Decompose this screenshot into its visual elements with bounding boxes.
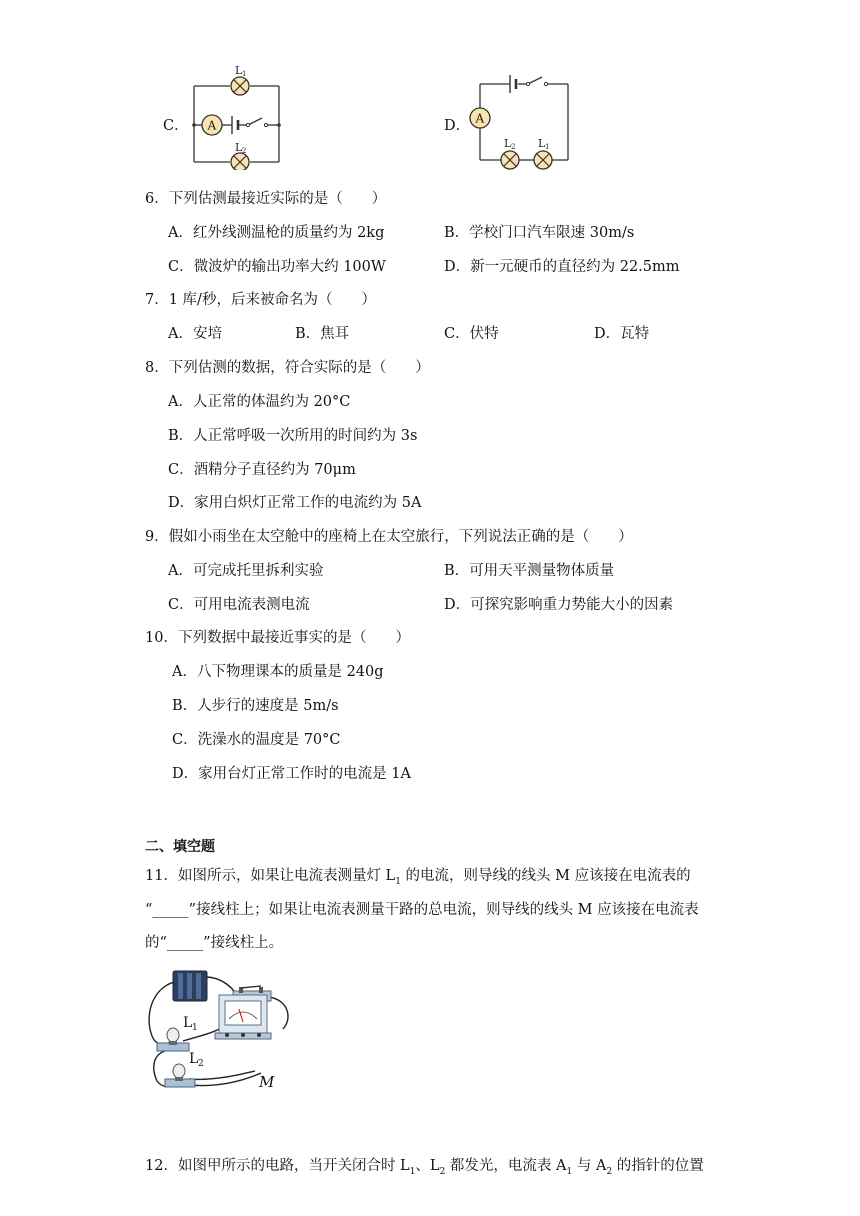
bulb-l2-icon xyxy=(165,1064,195,1087)
q10-option-b: B．人步行的速度是 5m/s xyxy=(172,698,339,714)
battery-icon xyxy=(232,116,238,134)
svg-text:1: 1 xyxy=(545,143,550,151)
lamp-l1-icon xyxy=(534,151,552,169)
svg-text:1: 1 xyxy=(192,1023,198,1033)
q9-option-c: C．可用电流表测电流 xyxy=(168,597,310,613)
svg-text:L: L xyxy=(235,141,243,154)
circuit-diagram-c xyxy=(188,62,288,170)
option-c-label: C． xyxy=(163,118,189,134)
q8-option-b: B．人正常呼吸一次所用的时间约为 3s xyxy=(168,428,418,444)
question-6-stem: 6．下列估测最接近实际的是（ ） xyxy=(145,191,387,207)
lamp-l1-icon xyxy=(231,77,249,95)
q7-option-d: D．瓦特 xyxy=(594,326,650,342)
svg-text:L: L xyxy=(189,1051,199,1067)
svg-text:1: 1 xyxy=(242,70,247,78)
ammeter-icon xyxy=(202,115,222,135)
bulb-l1-icon xyxy=(157,1028,189,1051)
q8-option-c: C．酒精分子直径约为 70μm xyxy=(168,462,356,478)
q10-option-d: D．家用台灯正常工作时的电流是 1A xyxy=(172,766,411,782)
svg-text:2: 2 xyxy=(198,1059,204,1069)
q9-option-d: D．可探究影响重力势能大小的因素 xyxy=(444,597,674,613)
q7-option-c: C．伏特 xyxy=(444,326,499,342)
section-heading-fill-blank: 二、填空题 xyxy=(145,839,215,855)
question-9-stem: 9．假如小雨坐在太空舱中的座椅上在太空旅行，下列说法正确的是（ ） xyxy=(145,529,633,545)
svg-text:L: L xyxy=(235,64,243,77)
q6-option-a: A．红外线测温枪的质量约为 2kg xyxy=(168,225,385,241)
question-11-line-1: 11．如图所示，如果让电流表测量灯 $L_1$ 的电流，则导线的线头 M 应该接在电流表的 xyxy=(145,868,691,887)
lamp-l2-icon xyxy=(501,151,519,169)
q7-option-b: B．焦耳 xyxy=(295,326,350,342)
option-d-label: D． xyxy=(444,118,471,134)
svg-text:L: L xyxy=(183,1015,193,1031)
q6-option-d: D．新一元硬币的直径约为 22.5mm xyxy=(444,259,680,275)
svg-text:A: A xyxy=(475,111,485,126)
question-12-line-1: 12．如图甲所示的电路，当开关闭合时 $L_1$、$L_2$ 都发光，电流表 $A_1$ 与 $A_2$ 的指针的位置 xyxy=(145,1158,704,1177)
q10-option-c: C．洗澡水的温度是 70°C xyxy=(172,732,341,748)
question-8-stem: 8．下列估测的数据，符合实际的是（ ） xyxy=(145,360,430,376)
svg-text:L: L xyxy=(538,137,546,150)
lamp-l2-icon xyxy=(231,153,249,170)
circuit-diagram-d xyxy=(466,66,576,170)
svg-text:L: L xyxy=(504,137,512,150)
q9-option-b: B．可用天平测量物体质量 xyxy=(444,563,615,579)
question-10-stem: 10．下列数据中最接近事实的是（ ） xyxy=(145,630,410,646)
svg-text:2: 2 xyxy=(242,147,247,155)
ammeter-device-icon xyxy=(215,995,271,1039)
q9-option-a: A．可完成托里拆利实验 xyxy=(168,563,324,579)
q7-option-a: A．安培 xyxy=(168,326,222,342)
q6-option-b: B．学校门口汽车限速 30m/s xyxy=(444,225,635,241)
question-7-stem: 7．1 库/秒，后来被命名为（ ） xyxy=(145,292,376,308)
question-11-line-2: “_____”接线柱上；如果让电流表测量干路的总电流，则导线的线头 M 应该接在电流表 xyxy=(145,902,699,918)
q10-option-a: A．八下物理课本的质量是 240g xyxy=(172,664,384,680)
question-11-line-3: 的“_____”接线柱上。 xyxy=(145,935,284,951)
svg-text:A: A xyxy=(207,118,217,133)
svg-text:M: M xyxy=(259,1073,275,1091)
battery-pack-icon xyxy=(173,971,207,1001)
q8-option-a: A．人正常的体温约为 20°C xyxy=(168,394,351,410)
battery-icon xyxy=(510,75,516,93)
ammeter-icon xyxy=(470,108,490,128)
q11-circuit-figure xyxy=(143,963,293,1103)
svg-text:2: 2 xyxy=(511,143,516,151)
q6-option-c: C．微波炉的输出功率大约 100W xyxy=(168,259,386,275)
q8-option-d: D．家用白炽灯正常工作的电流约为 5A xyxy=(168,495,422,511)
